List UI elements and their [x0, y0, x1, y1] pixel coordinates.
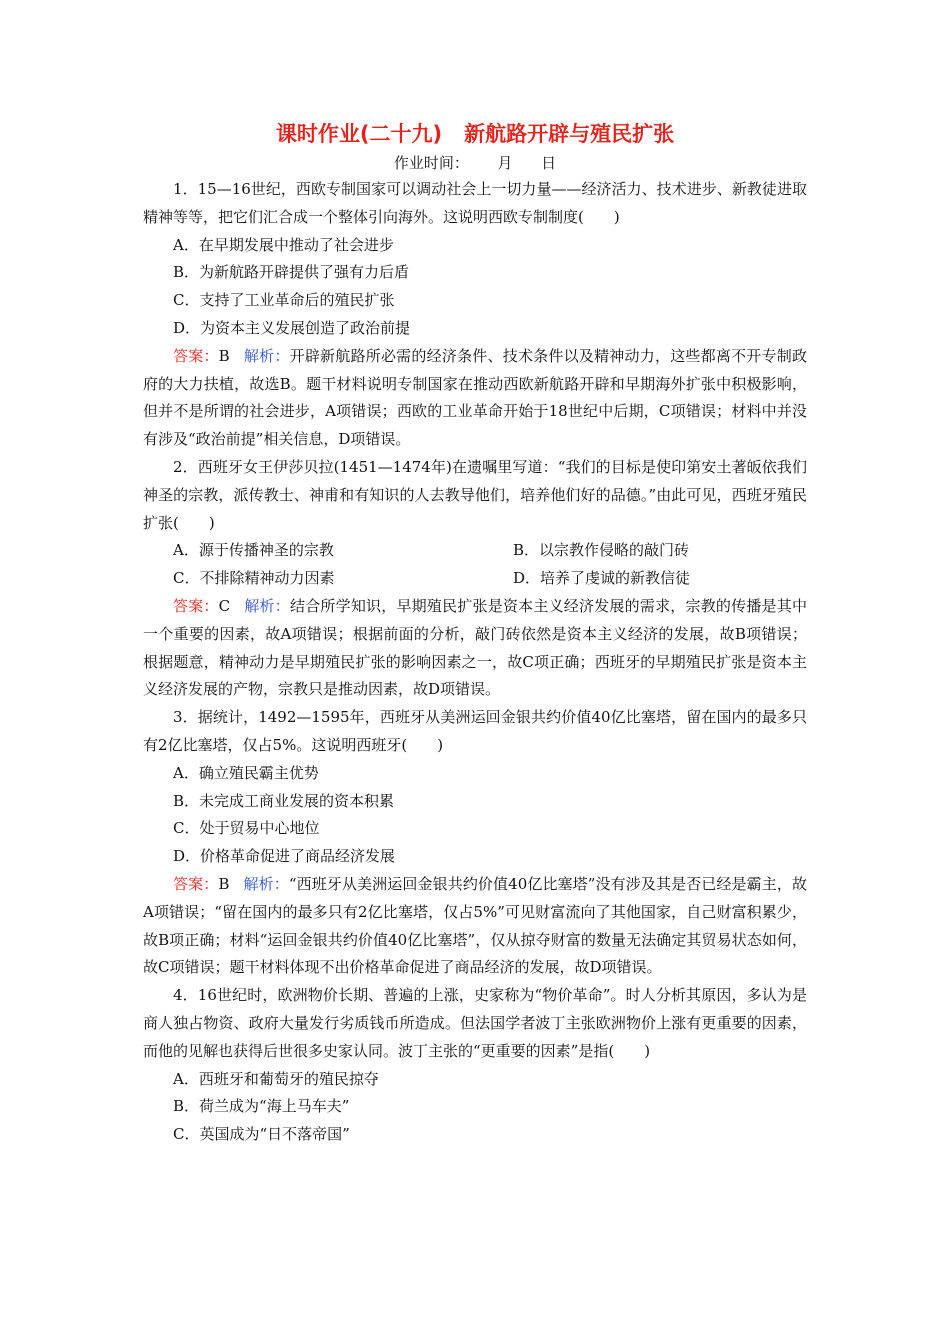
question-3-analysis: “西班牙从美洲运回金银共约价值40亿比塞塔”没有涉及其是否已经是霸主，故A项错误；“留在国内的最多只有2亿比塞塔，仅占5%”可见财富流向了其他国家，自己财富积累少，故B项正确；材料“运回金银共约价值40亿比塞塔”，仅从掠夺财富的数量无法确定其贸易状态如何，故C项错误；题干材料体现不出价格革命促进了商品经济的发展，故D项错误。	[143, 874, 807, 977]
question-1-answer-block	[143, 343, 807, 454]
question-3-stem: 3．据统计，1492—1595年，西班牙从美洲运回金银共约价值40亿比塞塔，留在国内的最多只有2亿比塞塔，仅占5%。这说明西班牙( )	[143, 708, 807, 754]
question-3-option-b: B．未完成工商业发展的资本积累	[173, 791, 395, 810]
question-2-option-d: D．培养了虔诚的新教信徒	[513, 569, 691, 588]
question-1-answer: B	[218, 346, 230, 365]
question-1-option-b: B．为新航路开辟提供了强有力后盾	[173, 263, 410, 282]
question-2-answer-block	[143, 593, 807, 704]
question-3-answer: B	[218, 874, 230, 893]
question-4-option-a: A．西班牙和葡萄牙的殖民掠夺	[173, 1069, 379, 1088]
assignment-time: 作业时间： 月 日	[393, 154, 557, 172]
question-2-option-c: C．不排除精神动力因素	[173, 569, 335, 588]
question-1-option-d: D．为资本主义发展创造了政治前提	[173, 318, 411, 337]
analysis-label: 解析：	[243, 346, 290, 365]
analysis-label: 解析：	[244, 596, 290, 615]
question-2-stem: 2．西班牙女王伊莎贝拉(1451—1474年)在遗嘱里写道：“我们的目标是使印第安土著皈依我们神圣的宗教，派传教士、神甫和有知识的人去教导他们，培养他们好的品德。”由此可见，西班牙殖民扩张( )	[143, 457, 807, 532]
answer-label: 答案：	[173, 346, 219, 365]
question-4-option-c: C．英国成为“日不落帝国”	[173, 1125, 350, 1144]
answer-label: 答案：	[173, 874, 219, 893]
page-title	[143, 118, 807, 150]
question-4-stem: 4．16世纪时，欧洲物价长期、普遍的上涨，史家称为“物价革命”。时人分析其原因，多认为是商人独占物资、政府大量发行劣质钱币所造成。但法国学者波丁主张欧洲物价上涨有更重要的因素，而他的见解也获得后世很多史家认同。波丁主张的“更重要的因素”是指( )	[143, 986, 807, 1060]
question-3-option-c: C．处于贸易中心地位	[173, 819, 320, 838]
question-3-option-d: D．价格革命促进了商品经济发展	[173, 847, 396, 866]
question-4-option-b: B．荷兰成为“海上马车夫”	[173, 1097, 350, 1116]
question-2-answer: C	[218, 596, 231, 615]
answer-label: 答案：	[173, 596, 219, 615]
question-2-analysis: 结合所学知识，早期殖民扩张是资本主义经济发展的需求，宗教的传播是其中一个重要的因素，故A项错误；根据前面的分析，敲门砖依然是资本主义经济的发展，故B项错误；根据题意，精神动力是早期殖民扩张的影响因素之一，故C项正确；西班牙的早期殖民扩张是资本主义经济发展的产物，宗教只是推动因素，故D项错误。	[143, 596, 807, 699]
question-3-answer-block	[143, 871, 807, 982]
question-2-options-row-1	[143, 537, 807, 565]
question-1-option-c: C．支持了工业革命后的殖民扩张	[173, 291, 395, 310]
document-page	[143, 118, 807, 1149]
question-2-option-b: B．以宗教作侵略的敲门砖	[513, 541, 690, 560]
question-1-analysis: 开辟新航路所必需的经济条件、技术条件以及精神动力，这些都离不开专制政府的大力扶植，故选B。题干材料说明专制国家在推动西欧新航路开辟和早期海外扩张中积极影响，但并不是所谓的社会进步，A项错误；西欧的工业革命开始于18世纪中后期，C项错误；材料中并没有涉及“政治前提”相关信息，D项错误。	[143, 346, 807, 449]
title-left: 课时作业(二十九)	[275, 122, 443, 146]
title-right: 新航路开辟与殖民扩张	[464, 122, 675, 146]
analysis-label: 解析：	[243, 874, 289, 893]
question-2-option-a: A．源于传播神圣的宗教	[173, 541, 334, 560]
question-2-options-row-2	[143, 565, 807, 593]
question-1-option-a: A．在早期发展中推动了社会进步	[173, 235, 394, 254]
question-3-option-a: A．确立殖民霸主优势	[173, 763, 319, 782]
question-1-stem: 1．15—16世纪，西欧专制国家可以调动社会上一切力量——经济活力、技术进步、新教徒进取精神等等，把它们汇合成一个整体引向海外。这说明西欧专制制度( )	[143, 180, 807, 226]
